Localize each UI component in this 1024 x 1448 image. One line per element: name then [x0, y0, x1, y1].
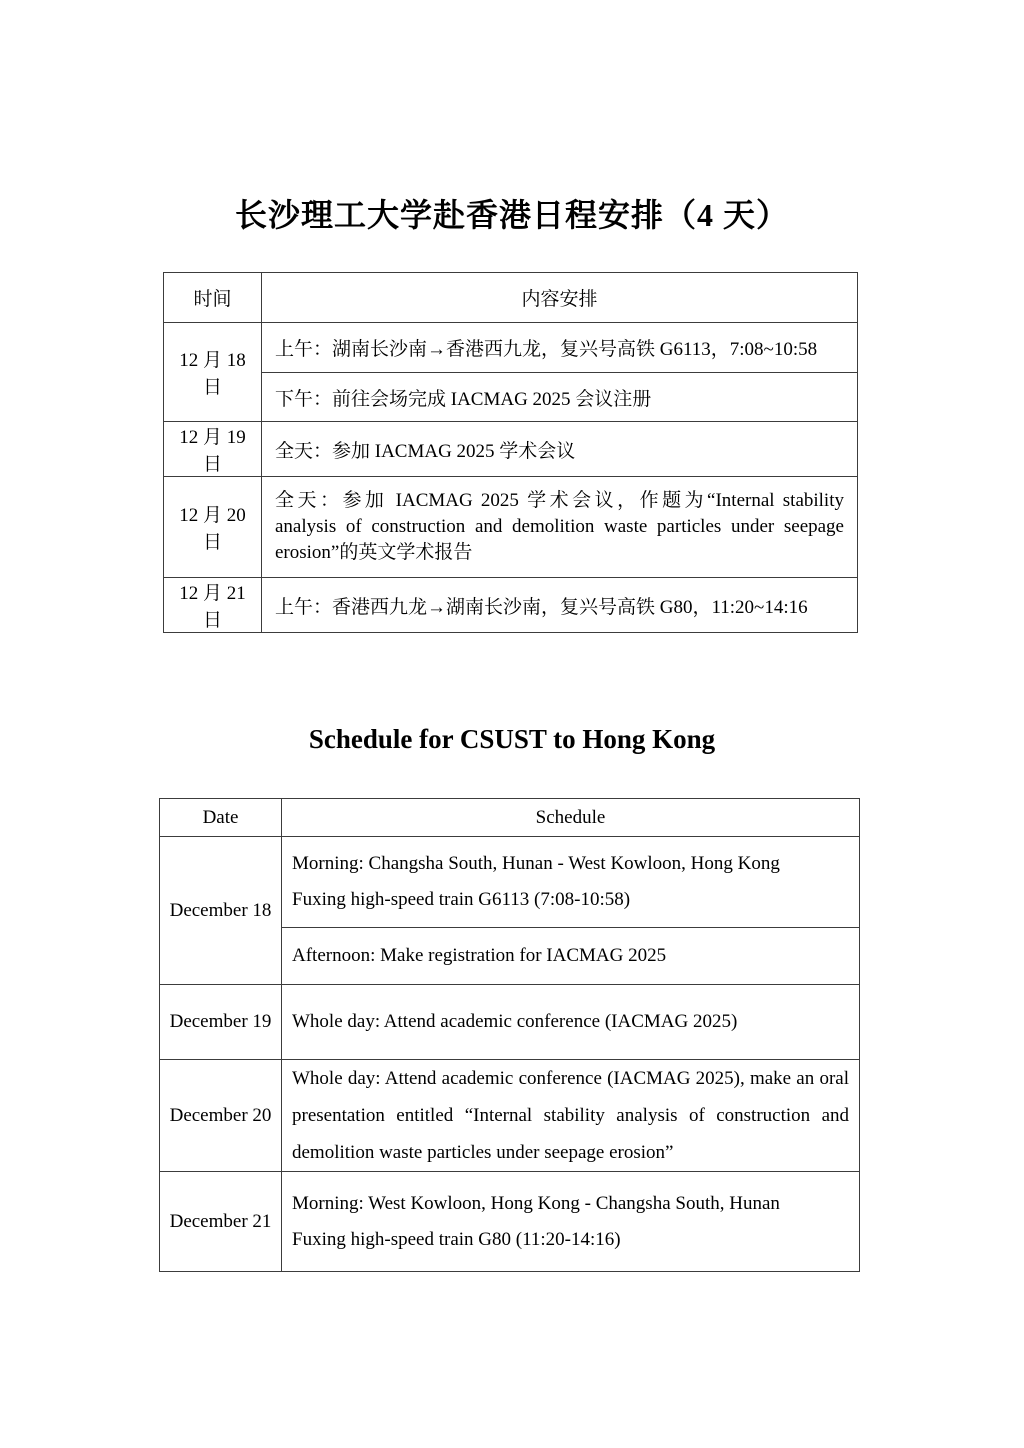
cn-content-dec18-afternoon: 下午：前往会场完成 IACMAG 2025 会议注册: [262, 373, 858, 422]
cn-content-dec21: 上午：香港西九龙→湖南长沙南，复兴号高铁 G80，11:20~14:16: [262, 578, 858, 633]
en-content-dec18-morning: [282, 837, 860, 928]
table-row: [164, 422, 858, 477]
cn-table-header-row: [164, 273, 858, 323]
en-table-header-row: [160, 799, 860, 837]
cn-date-cell-dec18: 12 月 18 日: [164, 323, 262, 422]
en-date-cell-dec21: December 21: [160, 1172, 282, 1272]
cn-header-content-cell: 内容安排: [262, 273, 858, 323]
en-date-cell-dec19: December 19: [160, 985, 282, 1060]
cn-header-time-cell: 时间: [164, 273, 262, 323]
en-dec18-morning-line2: Fuxing high-speed train G6113 (7:08-10:58): [292, 889, 631, 910]
cn-date-cell-dec21: 12 月 21 日: [164, 578, 262, 633]
cn-content-dec19: 全天：参加 IACMAG 2025 学术会议: [262, 422, 858, 477]
en-schedule-table: [159, 798, 860, 1272]
cn-content-dec18-morning: 上午：湖南长沙南→香港西九龙，复兴号高铁 G6113，7:08~10:58: [262, 323, 858, 373]
table-row: [160, 837, 860, 928]
table-row: [160, 1060, 860, 1172]
table-row: [160, 1172, 860, 1272]
en-dec18-morning-line1: Morning: Changsha South, Hunan - West Kowloon, Hong Kong: [292, 853, 780, 874]
cn-date-cell-dec19: 12 月 19 日: [164, 422, 262, 477]
cn-date-cell-dec20: 12 月 20 日: [164, 477, 262, 578]
en-dec21-morning-line1: Morning: West Kowloon, Hong Kong - Changsha South, Hunan: [292, 1192, 780, 1214]
en-content-dec18-afternoon: Afternoon: Make registration for IACMAG 2025: [282, 928, 860, 985]
en-header-date-cell: Date: [160, 799, 282, 837]
en-dec21-morning-line2: Fuxing high-speed train G80 (11:20-14:16): [292, 1228, 621, 1250]
table-row: [164, 323, 858, 373]
cn-schedule-table: [163, 272, 858, 633]
table-row: [164, 373, 858, 422]
en-content-dec19: Whole day: Attend academic conference (IACMAG 2025): [282, 985, 860, 1060]
cn-content-dec20: 全天：参加 IACMAG 2025 学术会议，作题为“Internal stability analysis of construction and demolition waste particles under seepage erosion”的英文学术报告: [262, 477, 858, 578]
en-content-dec20: Whole day: Attend academic conference (IACMAG 2025), make an oral presentation entitled “Internal stability analysis of construction and demolition waste particles under seepage erosion”: [282, 1060, 860, 1172]
page-title-english: Schedule for CSUST to Hong Kong: [308, 724, 716, 754]
en-content-dec21: [282, 1172, 860, 1272]
table-row: [160, 985, 860, 1060]
page-title-chinese: 长沙理工大学赴香港日程安排（4 天）: [234, 197, 789, 233]
table-row: [164, 477, 858, 578]
en-date-cell-dec18: December 18: [160, 837, 282, 985]
en-date-cell-dec20: December 20: [160, 1060, 282, 1172]
en-header-schedule-cell: Schedule: [282, 799, 860, 837]
table-row: [164, 578, 858, 633]
